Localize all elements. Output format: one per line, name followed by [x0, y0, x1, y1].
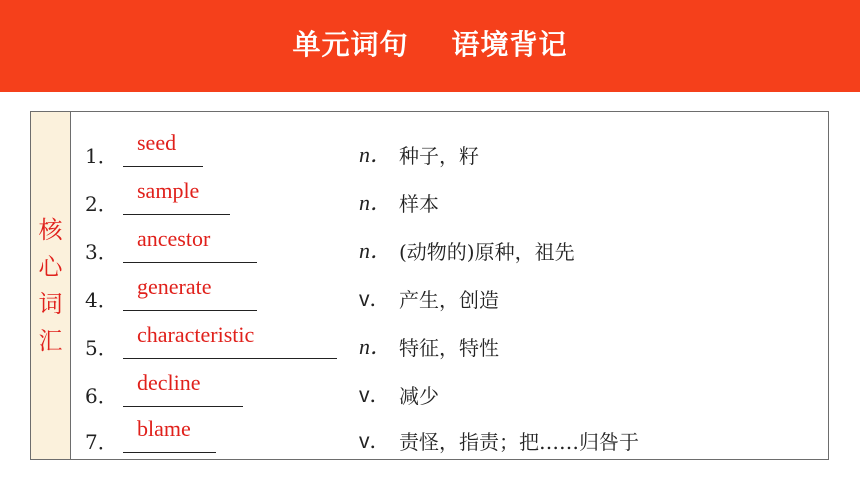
answer-blank: [123, 262, 257, 263]
section-label-char: 核: [38, 215, 63, 244]
part-of-speech: n．: [359, 142, 393, 167]
vocab-row: [31, 322, 828, 360]
answer-word: generate: [137, 274, 212, 299]
word-meaning: 样本: [399, 192, 439, 216]
word-meaning: 特征，特性: [399, 336, 499, 360]
part-of-speech: n．: [359, 238, 393, 263]
item-number: 4．: [85, 288, 118, 312]
part-of-speech: n．: [359, 334, 393, 359]
answer-blank: [123, 452, 216, 453]
answer-blank: [123, 166, 203, 167]
vocab-row: [31, 274, 828, 312]
part-of-speech: v．: [359, 430, 391, 453]
vocab-row: [31, 416, 828, 454]
vocab-row: [31, 226, 828, 264]
vocab-row: [31, 178, 828, 216]
answer-word: decline: [137, 370, 201, 395]
answer-word: blame: [137, 416, 191, 441]
banner-title: 单元词句 语境背记: [292, 28, 568, 61]
section-label-char: 词: [38, 289, 63, 318]
header-banner: [0, 0, 860, 92]
answer-word: sample: [137, 178, 200, 203]
part-of-speech: n．: [359, 190, 393, 215]
word-meaning: (动物的)原种，祖先: [399, 240, 575, 264]
answer-blank: [123, 214, 230, 215]
answer-blank: [123, 310, 257, 311]
item-number: 1．: [85, 144, 118, 168]
word-meaning: 种子，籽: [399, 144, 479, 168]
vocab-row: [31, 370, 828, 408]
answer-word: ancestor: [137, 226, 211, 251]
item-number: 7．: [85, 430, 118, 454]
section-label-char: 心: [38, 252, 63, 281]
word-meaning: 产生，创造: [399, 288, 499, 312]
item-number: 2．: [85, 192, 118, 216]
part-of-speech: v．: [359, 288, 391, 311]
answer-word: seed: [137, 130, 177, 155]
item-number: 6．: [85, 384, 118, 408]
word-meaning: 减少: [399, 384, 439, 408]
item-number: 3．: [85, 240, 118, 264]
part-of-speech: v．: [359, 384, 391, 407]
answer-blank: [123, 358, 337, 359]
section-label-char: 汇: [38, 326, 63, 355]
answer-blank: [123, 406, 243, 407]
word-meaning: 责怪，指责；把……归咎于: [399, 430, 639, 454]
vocab-row: [31, 130, 828, 168]
item-number: 5．: [85, 336, 118, 360]
answer-word: characteristic: [137, 322, 255, 347]
vocabulary-panel: [30, 111, 829, 460]
